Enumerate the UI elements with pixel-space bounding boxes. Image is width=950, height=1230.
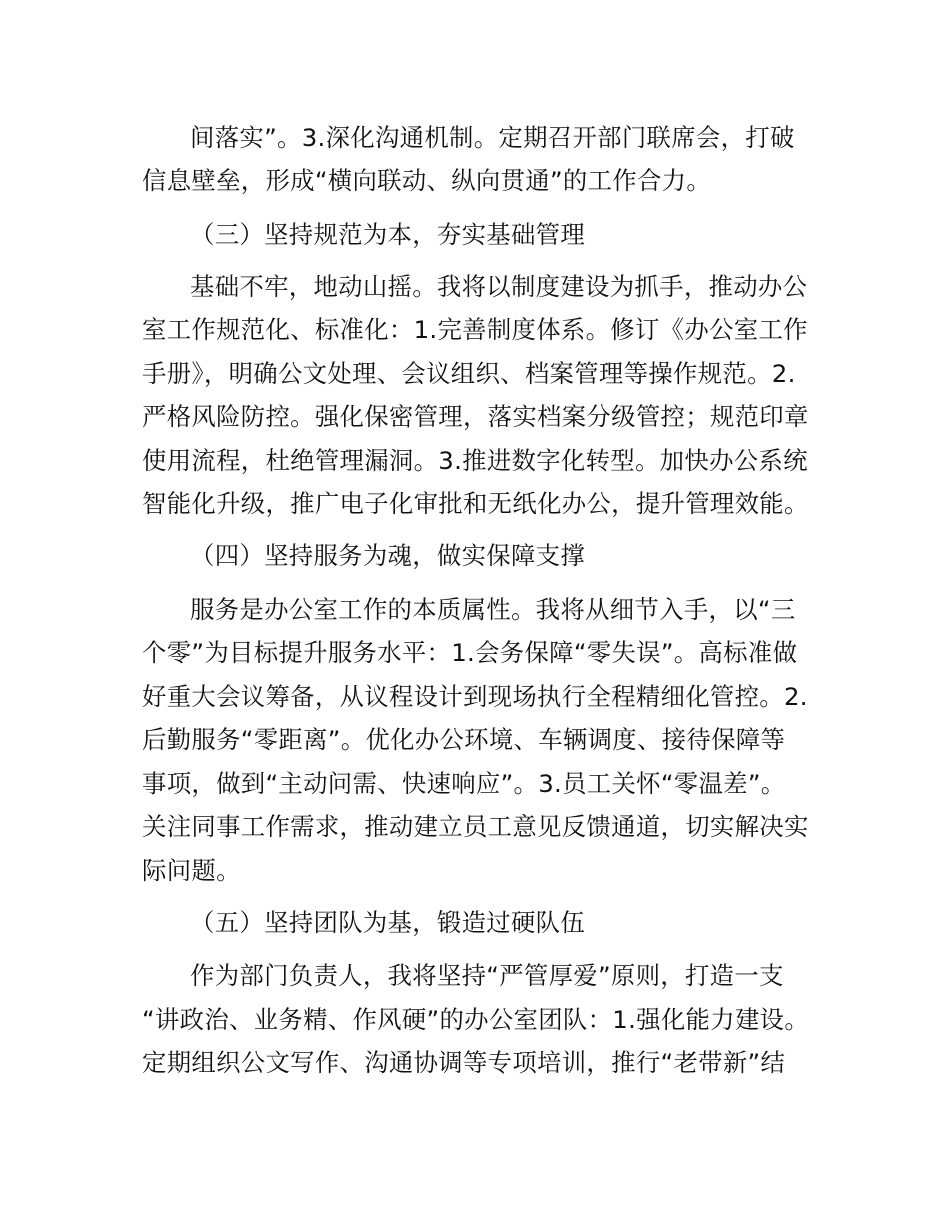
section-heading-3: （三）坚持规范为本，夯实基础管理 xyxy=(190,220,586,249)
paragraph-line: 际问题。 xyxy=(142,856,241,885)
paragraph-line: 信息壁垒，形成“横向联动、纵向贯通”的工作合力。 xyxy=(142,166,712,195)
paragraph-line: 间落实”。3.深化沟通机制。定期召开部门联席会，打破 xyxy=(190,123,795,152)
paragraph-line: 定期组织公文写作、沟通协调等专项培训，推行“老带新”结 xyxy=(142,1048,786,1077)
paragraph-line: 后勤服务“零距离”。优化办公环境、车辆调度、接待保障等 xyxy=(142,725,786,754)
paragraph-line: 严格风险防控。强化保密管理，落实档案分级管控；规范印章 xyxy=(142,402,809,431)
paragraph-line: 智能化升级，推广电子化审批和无纸化办公，提升管理效能。 xyxy=(142,489,809,518)
section-heading-5: （五）坚持团队为基，锻造过硬队伍 xyxy=(190,908,586,937)
paragraph-line: 好重大会议筹备，从议程设计到现场执行全程精细化管控。2. xyxy=(142,682,808,711)
paragraph-line: 手册》，明确公文处理、会议组织、档案管理等操作规范。2. xyxy=(142,359,796,388)
paragraph-line: 作为部门负责人，我将坚持“严管厚爱”原则，打造一支 xyxy=(190,961,784,990)
paragraph-line: 服务是办公室工作的本质属性。我将从细节入手，以“三 xyxy=(190,595,796,624)
paragraph-line: 基础不牢，地动山摇。我将以制度建设为抓手，推动办公 xyxy=(190,272,808,301)
section-heading-4: （四）坚持服务为魂，做实保障支撑 xyxy=(190,541,586,570)
paragraph-line: 室工作规范化、标准化：1.完善制度体系。修订《办公室工作 xyxy=(142,315,808,344)
paragraph-line: 关注同事工作需求，推动建立员工意见反馈通道，切实解决实 xyxy=(142,812,809,841)
paragraph-line: 事项，做到“主动问需、快速响应”。3.员工关怀“零温差”。 xyxy=(142,769,786,798)
paragraph-line: 个零”为目标提升服务水平：1.会务保障“零失误”。高标准做 xyxy=(142,638,798,667)
paragraph-line: “讲政治、业务精、作风硬”的办公室团队：1.强化能力建设。 xyxy=(142,1005,810,1034)
paragraph-line: 使用流程，杜绝管理漏洞。3.推进数字化转型。加快办公系统 xyxy=(142,446,808,475)
